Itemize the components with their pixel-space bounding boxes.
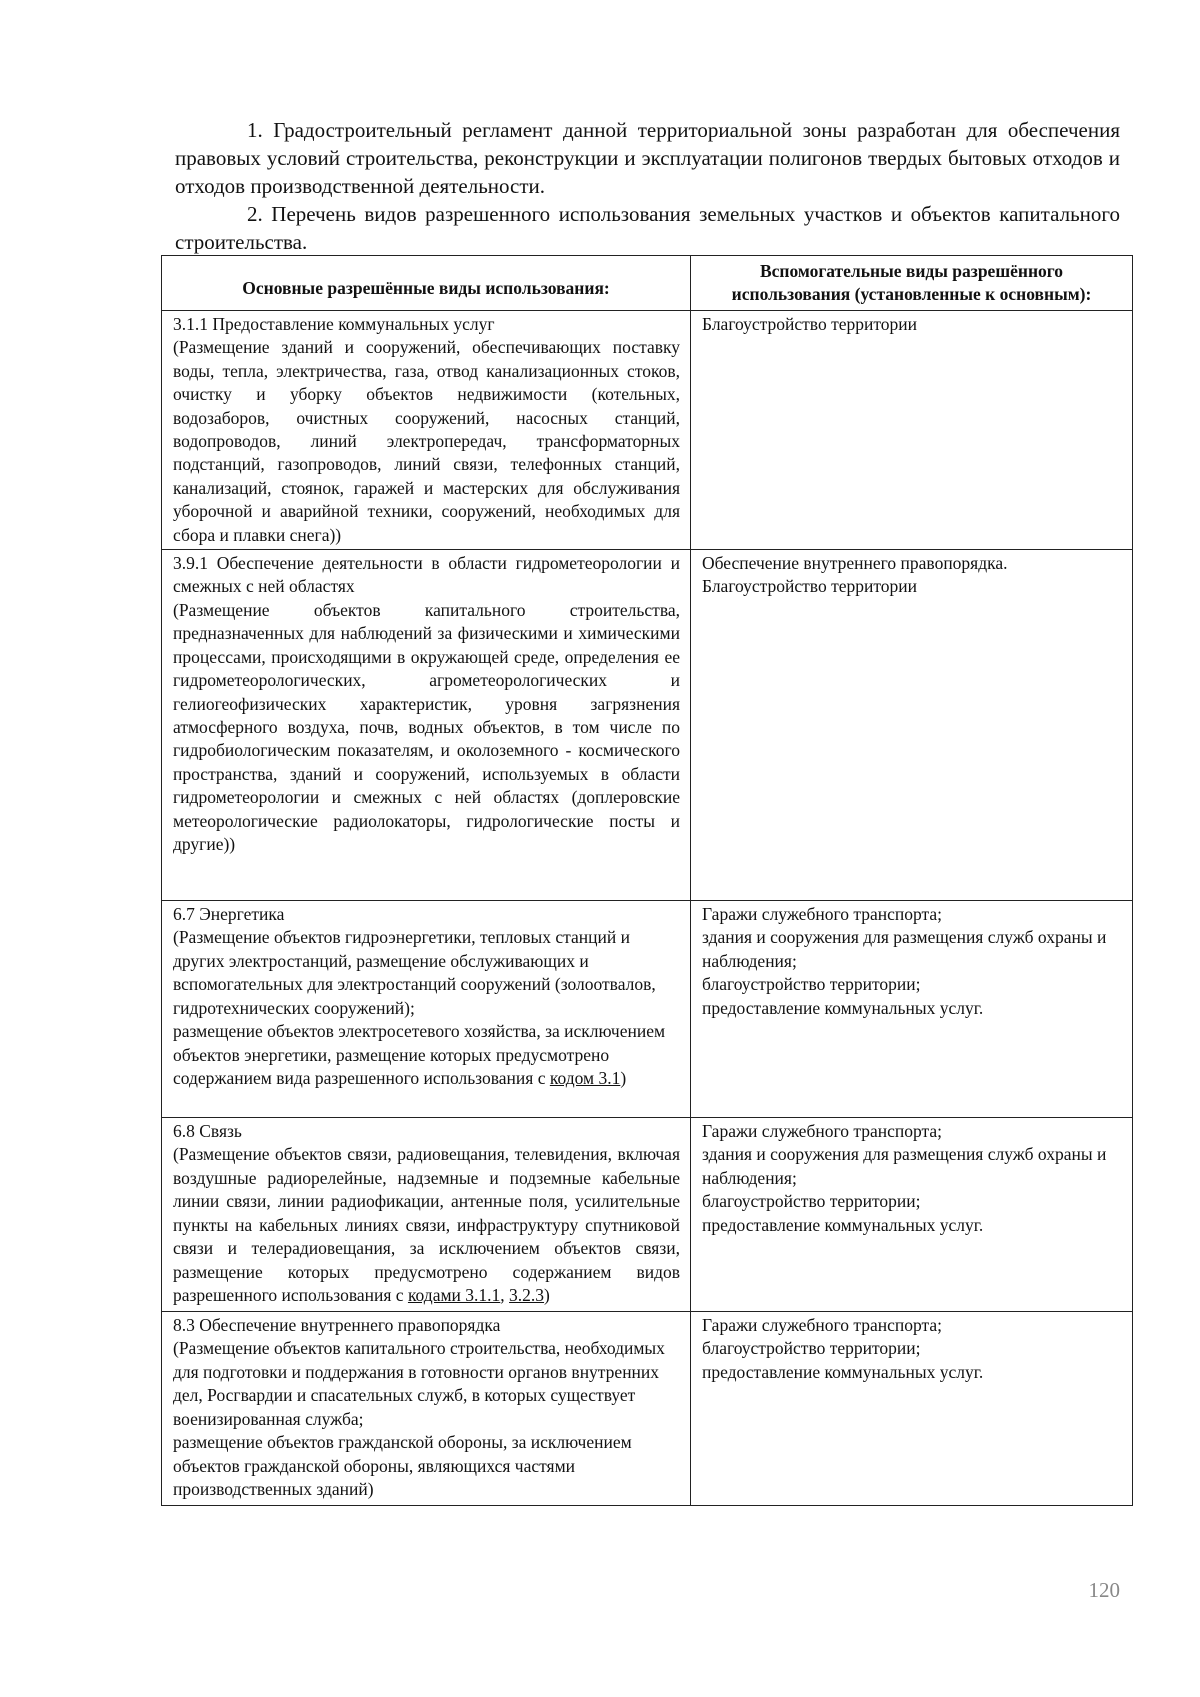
use-description-separator: , (500, 1284, 510, 1305)
aux-use-item: Благоустройство территории (702, 314, 917, 334)
main-use-cell (162, 1312, 691, 1506)
main-use-cell (162, 550, 691, 901)
aux-use-item: Гаражи служебного транспорта; (702, 904, 942, 925)
table-row (162, 550, 1133, 901)
aux-use-item: Гаражи служебного транспорта; (702, 1121, 942, 1142)
aux-use-item: благоустройство территории; (702, 1338, 921, 1359)
header-main-uses: Основные разрешённые виды использования: (162, 256, 691, 311)
code-reference-link[interactable]: кодом 3.1 (549, 1067, 621, 1088)
intro-text (175, 116, 1120, 256)
aux-use-item: Благоустройство территории (702, 576, 917, 597)
table-row (162, 1312, 1133, 1506)
aux-use-item: предоставление коммунальных услуг. (702, 997, 984, 1018)
aux-use-cell (691, 901, 1133, 1118)
aux-use-item: здания и сооружения для размещения служб охраны и наблюдения; (702, 927, 1107, 971)
aux-use-item: здания и сооружения для размещения служб охраны и наблюдения; (702, 1144, 1107, 1188)
code-reference-link[interactable]: кодами 3.1.1 (407, 1284, 501, 1305)
use-description-part: (Размещение объектов связи, радиовещания, телевидения, включая воздушные радиорелейные, надземные и подземные кабельные линии связи, линии радиофикации, антенные поля, усилительные пункты на кабельных линиях связи, инфраструктуру спутниковой связи и телерадиовещания, за исключением объектов связи, размещение которых предусмотрено содержанием видов разрешенного использования с (173, 1144, 680, 1305)
table-row (162, 1118, 1133, 1312)
use-description (173, 926, 680, 1090)
use-code-title: 3.9.1 Обеспечение деятельности в области гидрометеорологии и смежных с ней областях (173, 553, 680, 597)
permitted-uses-table (161, 255, 1133, 1506)
use-description-part: ) (544, 1284, 550, 1305)
code-reference-link[interactable]: 3.2.3 (509, 1284, 545, 1305)
use-code-title: 8.3 Обеспечение внутреннего правопорядка (173, 1315, 501, 1336)
aux-use-cell (691, 550, 1133, 901)
main-use-cell (162, 1118, 691, 1312)
use-code-title: 6.7 Энергетика (173, 904, 285, 925)
use-description (173, 1337, 680, 1501)
use-description-part: (Размещение объектов гидроэнергетики, тепловых станций и других электростанций, размещение обслуживающих и вспомогательных для электростанций сооружений (золоотвалов, гидротехнических сооружений); (173, 927, 656, 1018)
use-description-part: (Размещение объектов капитального строительства, необходимых для подготовки и поддержания в готовности органов внутренних дел, Росгвардии и спасательных служб, в которых существует военизированная служба; (173, 1338, 665, 1429)
intro-paragraph-2: 2. Перечень видов разрешенного использования земельных участков и объектов капитального строительства. (175, 202, 1120, 254)
main-use-cell (162, 901, 691, 1118)
table-header-row (162, 256, 1133, 311)
aux-use-item: предоставление коммунальных услуг. (702, 1361, 984, 1382)
use-description-part: размещение объектов гражданской обороны, за исключением объектов гражданской обороны, являющихся частями производственных зданий) (173, 1432, 632, 1499)
use-description-part: размещение объектов электросетевого хозяйства, за исключением объектов энергетики, размещение которых предусмотрено содержанием вида разрешенного использования с (173, 1021, 666, 1088)
table-row (162, 311, 1133, 550)
aux-use-item: Обеспечение внутреннего правопорядка. (702, 553, 1008, 574)
header-auxiliary-uses: Вспомогательные виды разрешённого использования (установленные к основным): (691, 256, 1133, 311)
use-description (173, 1143, 680, 1307)
aux-use-item: Гаражи служебного транспорта; (702, 1315, 942, 1336)
aux-use-item: благоустройство территории; (702, 974, 921, 995)
page-number: 120 (1088, 1578, 1120, 1602)
aux-use-cell (691, 1312, 1133, 1506)
intro-paragraph-1: 1. Градостроительный регламент данной территориальной зоны разработан для обеспечения правовых условий строительства, реконструкции и эксплуатации полигонов твердых бытовых отходов и отходов производственной деятельности. (175, 118, 1120, 198)
aux-use-item: предоставление коммунальных услуг. (702, 1214, 984, 1235)
use-code-title: 6.8 Связь (173, 1121, 242, 1142)
aux-use-cell (691, 311, 1133, 550)
use-code-title: 3.1.1 Предоставление коммунальных услуг (173, 314, 495, 334)
aux-use-item: благоустройство территории; (702, 1191, 921, 1212)
aux-use-cell (691, 1118, 1133, 1312)
use-description: (Размещение объектов капитального строительства, предназначенных для наблюдений за физическими и химическими процессами, происходящими в окружающей среде, определения ее гидрометеорологических, агрометеорологических и гелиогеофизических характеристик, уровня загрязнения атмосферного воздуха, почв, водных объектов, в том числе по гидробиологическим показателям, и околоземного - космического пространства, зданий и сооружений, используемых в области гидрометеорологии и смежных с ней областях (доплеровские метеорологические радиолокаторы, гидрологические посты и другие)) (173, 599, 680, 854)
use-description: (Размещение зданий и сооружений, обеспечивающих поставку воды, тепла, электричества, газа, отвод канализационных стоков, очистку и уборку объектов недвижимости (котельных, водозаборов, очистных сооружений, насосных станций, водопроводов, линий электропередач, трансформаторных подстанций, газопроводов, линий связи, телефонных станций, канализаций, стоянок, гаражей и мастерских для обслуживания уборочной и аварийной техники, сооружений, необходимых для сбора и плавки снега)) (173, 337, 680, 545)
table-row (162, 901, 1133, 1118)
main-use-cell (162, 311, 691, 550)
use-description-part: ) (620, 1067, 627, 1088)
